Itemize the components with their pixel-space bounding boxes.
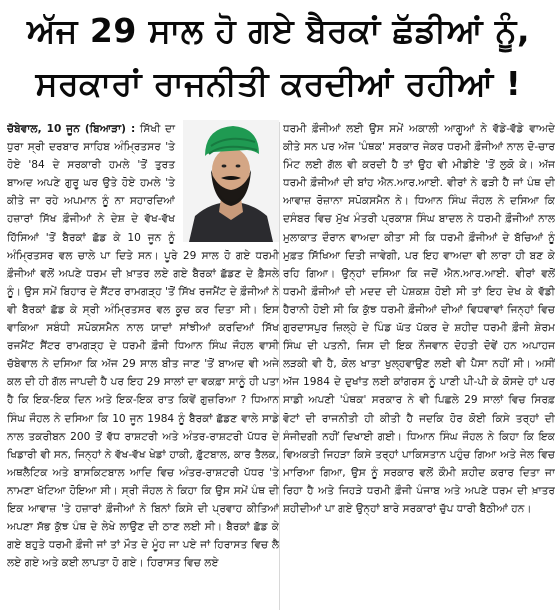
portrait-photo: [183, 120, 279, 242]
dateline: ਚੱਬੇਵਾਲ, 10 ਜੂਨ (ਬਿਆੜਾ) :: [7, 123, 136, 135]
man-portrait-image: [183, 120, 279, 242]
article-text-right: ਧਰਮੀ ਫ਼ੌਜੀਆਂ ਲਈ ਉਸ ਸਮੇਂ ਅਕਾਲੀ ਆਗੂਆਂ ਨੇ ਵੱਡੇ-ਵੱਡੇ ਵਾਅਦੇ ਕੀਤੇ ਸਨ ਪਰ ਅੱਜ 'ਪੰਥਕ' ਸਰਕਾਰ ਜੇਕਰ ਧਰਮੀ ਫ਼ੌਜੀਆਂ ਨਾਲ ਦੋ-ਚਾਰ ਮਿੰਟ ਲਈ ਗੱਲ ਵੀ ਕਰਦੀ ਹੈ ਤਾਂ ਉਹ ਵੀ ਮੀਡੀਏ 'ਤੋਂ ਲੁਕੋ ਕੇ। ਅੱਜ ਧਰਮੀ ਫ਼ੌਜੀਆਂ ਦੀ ਬਾਂਹ ਐਨ.ਆਰ.ਆਈ. ਵੀਰਾਂ ਨੇ ਫੜੀ ਹੈ ਜਾਂ ਪੰਥ ਦੀ ਆਵਾਜ਼ ਰੋਜ਼ਾਨਾ ਸਪੋਕਸਮੈਨ ਨੇ। ਧਿਆਨ ਸਿੰਘ ਜੌਹਲ ਨੇ ਦਸਿਆ ਕਿ ਦਸੰਬਰ ਵਿਚ ਮੁੱਖ ਮੰਤਰੀ ਪ੍ਰਕਾਸ਼ ਸਿੰਘ ਬਾਦਲ ਨੇ ਧਰਮੀ ਫ਼ੌਜੀਆਂ ਨਾਲ ਮੁਲਾਕਾਤ ਦੌਰਾਨ ਵਾਅਦਾ ਕੀਤਾ ਸੀ ਕਿ ਧਰਮੀ ਫ਼ੌਜੀਆਂ ਦੇ ਬੱਚਿਆਂ ਨੂੰ ਮੁਫ਼ਤ ਸਿੱਖਿਆ ਦਿਤੀ ਜਾਵੇਗੀ, ਪਰ ਇਹ ਵਾਅਦਾ ਵੀ ਲਾਰਾ ਹੀ ਬਣ ਕੇ ਰਹਿ ਗਿਆ। ਉਨ੍ਹਾਂ ਦਸਿਆ ਕਿ ਜਦੋਂ ਐਨ.ਆਰ.ਆਈ. ਵੀਰਾਂ ਵਲੋਂ ਧਰਮੀ ਫ਼ੌਜੀਆਂ ਦੀ ਮਦਦ ਦੀ ਪੇਸ਼ਕਸ਼ ਹੋਈ ਸੀ ਤਾਂ ਇਹ ਦੇਖ ਕੇ ਵੱਡੀ ਹੈਰਾਨੀ ਹੋਈ ਸੀ ਕਿ ਕੁੱਝ ਧਰਮੀ ਫ਼ੌਜੀਆਂ ਦੀਆਂ ਵਿਧਵਾਵਾਂ ਜਿਨ੍ਹਾਂ ਵਿਚ ਗੁਰਦਾਸਪੁਰ ਜ਼ਿਲ੍ਹੇ ਦੇ ਪਿੰਡ ਘੱਤ ਪੱਕਰ ਦੇ ਸ਼ਹੀਦ ਧਰਮੀ ਫ਼ੌਜੀ ਸ਼ੇਰਮ ਸਿੰਘ ਦੀ ਪਤਨੀ, ਜਿਸ ਦੀ ਇਕ ਨੌਜਵਾਨ ਦੋਹਤੀ ਦੋਵੇਂ ਹਨ ਅਪਾਹਜ ਲੜਕੀ ਵੀ ਹੈ, ਕੋਲ ਖਾਤਾ ਖੁਲ੍ਹਵਾਉਣ ਲਈ ਵੀ ਪੈਸਾ ਨਹੀਂ ਸੀ। ਅਸੀਂ ਅੱਜ 1984 ਦੇ ਦੁਖਾਂਤ ਲਈ ਕਾਂਗਰਸ ਨੂੰ ਪਾਣੀ ਪੀ-ਪੀ ਕੇ ਕੋਸਦੇ ਹਾਂ ਪਰ ਸਾਡੀ ਅਪਣੀ 'ਪੰਥਕ' ਸਰਕਾਰ ਨੇ ਵੀ ਪਿਛਲੇ 29 ਸਾਲਾਂ ਵਿਚ ਸਿਰਫ਼ ਵੋਟਾਂ ਦੀ ਰਾਜਨੀਤੀ ਹੀ ਕੀਤੀ ਹੈ ਜਦਕਿ ਹੋਰ ਕੋਈ ਕਿਸੇ ਤਰ੍ਹਾਂ ਦੀ ਸੰਜੀਦਗੀ ਨਹੀਂ ਦਿਖਾਈ ਗਈ। ਧਿਆਨ ਸਿੰਘ ਜੌਹਲ ਨੇ ਕਿਹਾ ਕਿ ਇਕ ਵਿਅਕਤੀ ਜਿਹੜਾ ਕਿਸੇ ਤਰ੍ਹਾਂ ਪਾਕਿਸਤਾਨ ਪਹੁੰਚ ਗਿਆ ਅਤੇ ਜੇਲ ਵਿਚ ਮਾਰਿਆ ਗਿਆ, ਉਸ ਨੂੰ ਸਰਕਾਰ ਵਲੋਂ ਕੌਮੀ ਸ਼ਹੀਦ ਕਰਾਰ ਦਿਤਾ ਜਾ ਰਿਹਾ ਹੈ ਅਤੇ ਜਿਹੜੇ ਧਰਮੀ ਫ਼ੌਜੀ ਪੰਜਾਬ ਅਤੇ ਅਪਣੇ ਧਰਮ ਦੀ ਖ਼ਾਤਰ ਸ਼ਹੀਦੀਆਂ ਪਾ ਗਏ ਉਨ੍ਹਾਂ ਬਾਰੇ ਸਰਕਾਰਾਂ ਚੁੱਪ ਧਾਰੀ ਬੈਠੀਆਂ ਹਨ।: [283, 123, 555, 515]
column-divider: [279, 122, 280, 610]
headline-line-1: ਅੱਜ 29 ਸਾਲ ਹੋ ਗਏ ਬੈਰਕਾਂ ਛੱਡੀਆਂ ਨੂੰ,: [26, 11, 531, 50]
headline-line-2: ਸਰਕਾਰਾਂ ਰਾਜਨੀਤੀ ਕਰਦੀਆਂ ਰਹੀਆਂ !: [35, 64, 522, 103]
article-column-left: [7, 120, 279, 612]
article-text-left: ਸਿੱਖੀ ਦਾ ਧੁਰਾ ਸ੍ਰੀ ਦਰਬਾਰ ਸਾਹਿਬ ਅੰਮ੍ਰਿਤਸਰ 'ਤੇ ਹੋਏ '84 ਦੇ ਸਰਕਾਰੀ ਹਮਲੇ 'ਤੋਂ ਤੁਰਤ ਬਾਅਦ ਅਪਣੇ ਗੁਰੂ ਘਰ ਉਤੇ ਹੋਏ ਹਮਲੇ 'ਤੇ ਕੀਤੇ ਜਾ ਰਹੇ ਅਪਮਾਨ ਨੂੰ ਨਾ ਸਹਾਰਦਿਆਂ ਹਜ਼ਾਰਾਂ ਸਿੱਖ ਫ਼ੌਜੀਆਂ ਨੇ ਦੇਸ਼ ਦੇ ਵੱਖ-ਵੱਖ ਹਿੱਸਿਆਂ 'ਤੋਂ ਬੈਰਕਾਂ ਛੱਡ ਕੇ 10 ਜੂਨ ਨੂੰ ਅੰਮ੍ਰਿਤਸਰ ਵਲ ਚਾਲੇ ਪਾ ਦਿਤੇ ਸਨ। ਪੂਰੇ 29 ਸਾਲ ਹੋ ਗਏ ਧਰਮੀ ਫ਼ੌਜੀਆਂ ਵਲੋਂ ਅਪਣੇ ਧਰਮ ਦੀ ਖ਼ਾਤਰ ਲਏ ਗਏ ਬੈਰਕਾਂ ਛੱਡਣ ਦੇ ਫ਼ੈਸਲੇ ਨੂੰ। ਉਸ ਸਮੇਂ ਬਿਹਾਰ ਦੇ ਸੈਂਟਰ ਰਾਮਗੜ੍ਹ 'ਤੋਂ ਸਿੱਖ ਰਜਮੈਂਟ ਦੇ ਫ਼ੌਜੀਆਂ ਨੇ ਵੀ ਬੈਰਕਾਂ ਛੱਡ ਕੇ ਸ੍ਰੀ ਅੰਮ੍ਰਿਤਸਰ ਵਲ ਕੂਚ ਕਰ ਦਿਤਾ ਸੀ। ਇਸ ਵਾਕਿਆ ਸਬੰਧੀ ਸਪੋਕਸਮੈਨ ਨਾਲ ਯਾਦਾਂ ਸਾਂਝੀਆਂ ਕਰਦਿਆਂ ਸਿੱਖ ਰਜਮੈਂਟ ਸੈਂਟਰ ਰਾਮਗੜ੍ਹ ਦੇ ਧਰਮੀ ਫ਼ੌਜੀ ਧਿਆਨ ਸਿੰਘ ਜੌਹਲ ਵਾਸੀ ਚੱਬੇਵਾਲ ਨੇ ਦਸਿਆ ਕਿ ਅੱਜ 29 ਸਾਲ ਬੀਤ ਜਾਣ 'ਤੋਂ ਬਾਅਦ ਵੀ ਅਜੇ ਕਲ ਦੀ ਹੀ ਗੱਲ ਜਾਪਦੀ ਹੈ ਪਰ ਇਹ 29 ਸਾਲਾਂ ਦਾ ਵਕਫ਼ਾ ਸਾਨੂੰ ਹੀ ਪਤਾ ਹੈ ਕਿ ਇਕ-ਇਕ ਦਿਨ ਅਤੇ ਇਕ-ਇਕ ਰਾਤ ਕਿਵੇਂ ਗੁਜ਼ਰਿਆ ? ਧਿਆਨ ਸਿੰਘ ਜੌਹਲ ਨੇ ਦਸਿਆ ਕਿ 10 ਜੂਨ 1984 ਨੂੰ ਬੈਰਕਾਂ ਛੱਡਣ ਵਾਲੇ ਸਾਡੇ ਨਾਲ ਤਕਰੀਬਨ 200 ਤੋਂ ਵੱਧ ਰਾਸ਼ਟਰੀ ਅਤੇ ਅੰਤਰ-ਰਾਸ਼ਟਰੀ ਪੱਧਰ ਦੇ ਖਿਡਾਰੀ ਵੀ ਸਨ, ਜਿਨ੍ਹਾਂ ਨੇ ਵੱਖ-ਵੱਖ ਖੇਡਾਂ ਹਾਕੀ, ਫ਼ੁੱਟਬਾਲ, ਕਾਰ ਤੈਲਕ, ਅਥਲੈਟਿਕ ਅਤੇ ਬਾਸਕਿਟਬਾਲ ਆਦਿ ਵਿਚ ਅੰਤਰ-ਰਾਸ਼ਟਰੀ ਪੱਧਰ 'ਤੇ ਨਾਮਣਾ ਖੱਟਿਆ ਹੋਇਆ ਸੀ। ਸ੍ਰੀ ਜੌਹਲ ਨੇ ਕਿਹਾ ਕਿ ਉਸ ਸਮੇਂ ਪੰਥ ਦੀ ਇਕ ਆਵਾਜ਼ 'ਤੇ ਹਜ਼ਾਰਾਂ ਫ਼ੌਜੀਆਂ ਨੇ ਬਿਨਾਂ ਕਿਸੇ ਦੀ ਪ੍ਰਵਾਹ ਕੀਤਿਆਂ ਅਪਣਾ ਸੱਭ ਕੁੱਝ ਪੰਥ ਦੇ ਲੇਖੇ ਲਾਉਣ ਦੀ ਠਾਣ ਲਈ ਸੀ। ਬੈਰਕਾਂ ਛੱਡ ਕੇ ਗਏ ਬਹੁਤੇ ਧਰਮੀ ਫ਼ੌਜੀ ਜਾਂ ਤਾਂ ਮੌਤ ਦੇ ਮੂੰਹ ਜਾ ਪਏ ਜਾਂ ਹਿਰਾਸਤ ਵਿਚ ਲੈ ਲਏ ਗਏ ਅਤੇ ਕਈ ਲਾਪਤਾ ਹੋ ਗਏ। ਹਿਰਾਸਤ ਵਿਚ ਲਏ: [7, 123, 279, 570]
article-column-right: [283, 120, 555, 612]
